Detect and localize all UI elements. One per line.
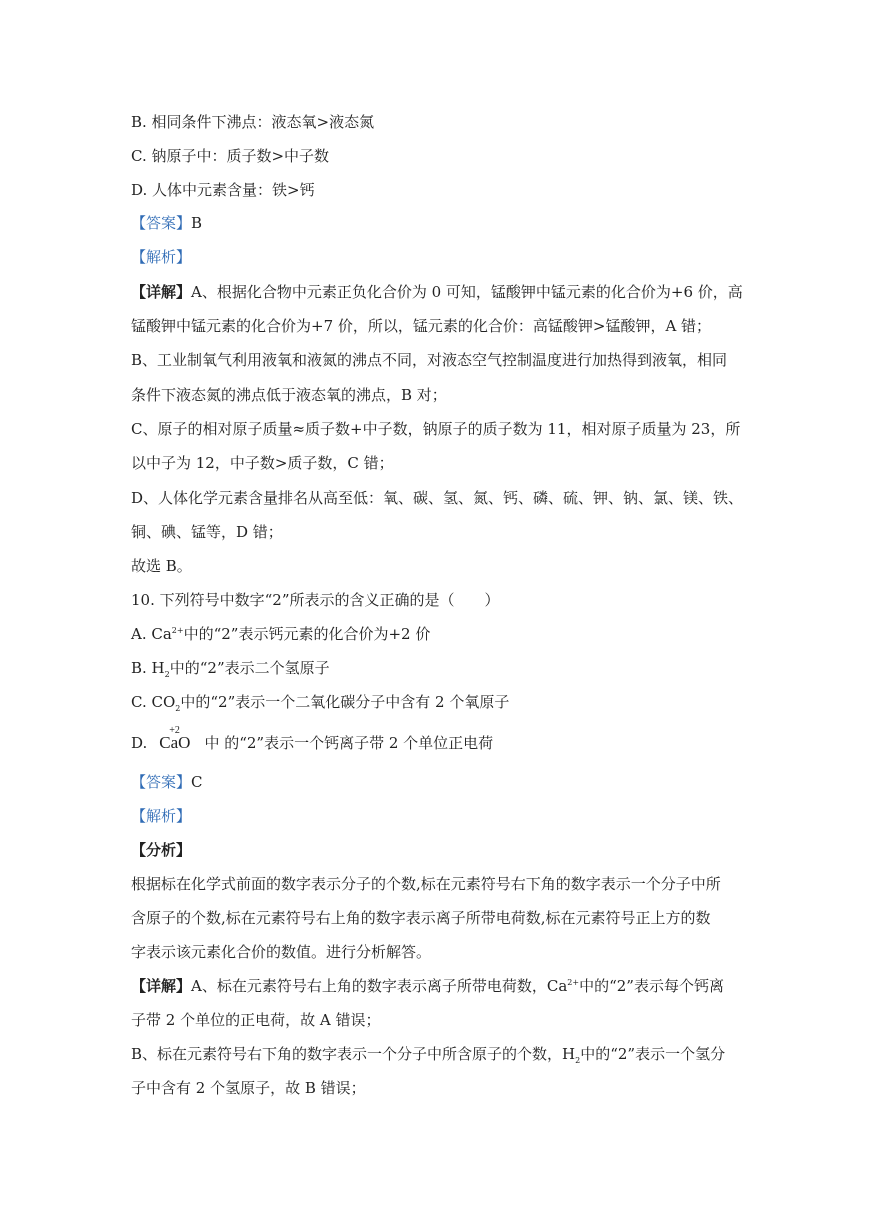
q10-c-post: 中的“2”表示一个二氧化碳分子中含有 2 个氧原子 xyxy=(180,693,510,711)
q10-detail-tag: 【详解】 xyxy=(131,977,192,995)
cao-formula xyxy=(159,725,191,754)
detail-line-7: D、人体化学元素含量排名从高至低：氧、碳、氢、氮、钙、磷、硫、钾、钠、氯、镁、铁、 xyxy=(131,489,744,507)
q10-a-pre: A. Ca xyxy=(131,625,172,643)
q10-d-post: 中 的“2”表示一个钙离子带 2 个单位正电荷 xyxy=(204,734,494,752)
q10-option-a xyxy=(131,623,430,645)
cao-valence: +2 xyxy=(169,725,180,736)
detail-line-2: 锰酸钾中锰元素的化合价为+7 价，所以，锰元素的化合价：高锰酸钾>锰酸钾，A 错； xyxy=(131,317,712,335)
option-c: C. 钠原子中：质子数>中子数 xyxy=(131,147,330,165)
question-10-stem: 10. 下列符号中数字“2”所表示的含义正确的是（ ） xyxy=(131,591,500,609)
q10-a-sup: 2+ xyxy=(171,626,184,635)
q10-fenxi-3: 字表示该元素化合价的数值。进行分析解答。 xyxy=(131,943,432,961)
q10-detail-3 xyxy=(131,1043,725,1065)
q10-d1-sup: 2+ xyxy=(567,978,580,987)
cao-text: CaO xyxy=(159,733,191,752)
detail-line-6: 以中子为 12，中子数>质子数，C 错； xyxy=(131,454,394,472)
q10-b-sub: 2 xyxy=(164,670,170,679)
q10-fenxi-2: 含原子的个数,标在元素符号右上角的数字表示离子所带电荷数,标在元素符号正上方的数 xyxy=(131,909,711,927)
q10-c-pre: C. CO xyxy=(131,693,176,711)
q10-b-post: 中的“2”表示二个氢原子 xyxy=(169,659,330,677)
detail-line-1 xyxy=(131,281,743,303)
option-b: B. 相同条件下沸点：液态氧>液态氮 xyxy=(131,113,375,131)
q10-detail-4: 子中含有 2 个氢原子，故 B 错误； xyxy=(131,1079,366,1097)
answer-value: B xyxy=(191,214,203,232)
conclusion: 故选 B。 xyxy=(131,557,192,575)
q10-d1-pre: A、标在元素符号右上角的数字表示离子所带电荷数，Ca xyxy=(191,977,568,995)
q10-fenxi-1: 根据标在化学式前面的数字表示分子的个数,标在元素符号右下角的数字表示一个分子中所 xyxy=(131,875,721,893)
q10-a-post: 中的“2”表示钙元素的化合价为+2 价 xyxy=(183,625,431,643)
q10-option-d xyxy=(131,725,494,754)
detail-line-5: C、原子的相对原子质量≈质子数+中子数，钠原子的质子数为 11，相对原子质量为 23，所 xyxy=(131,420,741,438)
detail-line-3: B、工业制氧气利用液氧和液氮的沸点不同，对液态空气控制温度进行加热得到液氧，相同 xyxy=(131,351,728,369)
q10-c-sub: 2 xyxy=(175,704,181,713)
q10-analysis-tag: 【解析】 xyxy=(131,807,192,825)
option-d: D. 人体中元素含量：铁>钙 xyxy=(131,181,315,199)
answer-tag: 【答案】 xyxy=(131,214,192,232)
q10-answer-line xyxy=(131,771,203,793)
q10-detail-2: 子带 2 个单位的正电荷，故 A 错误； xyxy=(131,1011,381,1029)
detail-tag: 【详解】 xyxy=(131,283,192,301)
q10-answer-value: C xyxy=(191,773,203,791)
detail-line-4: 条件下液态氮的沸点低于液态氧的沸点，B 对； xyxy=(131,386,447,404)
answer-line xyxy=(131,212,202,234)
analysis-tag: 【解析】 xyxy=(131,248,192,266)
q10-option-b xyxy=(131,657,330,679)
q10-b-pre: B. H xyxy=(131,659,165,677)
q10-d1-post: 中的“2”表示每个钙离 xyxy=(579,977,724,995)
detail-line-8: 铜、碘、锰等，D 错； xyxy=(131,523,283,541)
q10-option-c xyxy=(131,691,509,713)
q10-answer-tag: 【答案】 xyxy=(131,773,192,791)
q10-d3-post: 中的“2”表示一个氢分 xyxy=(580,1045,726,1063)
detail-text-1: A、根据化合物中元素正负化合价为 0 可知，锰酸钾中锰元素的化合价为+6 价，高 xyxy=(191,283,743,301)
q10-fenxi-tag: 【分析】 xyxy=(131,841,192,859)
q10-detail-1 xyxy=(131,975,724,997)
q10-d-pre: D. xyxy=(131,734,148,752)
q10-d3-pre: B、标在元素符号右下角的数字表示一个分子中所含原子的个数，H xyxy=(131,1045,576,1063)
q10-d3-sub: 2 xyxy=(575,1056,581,1065)
